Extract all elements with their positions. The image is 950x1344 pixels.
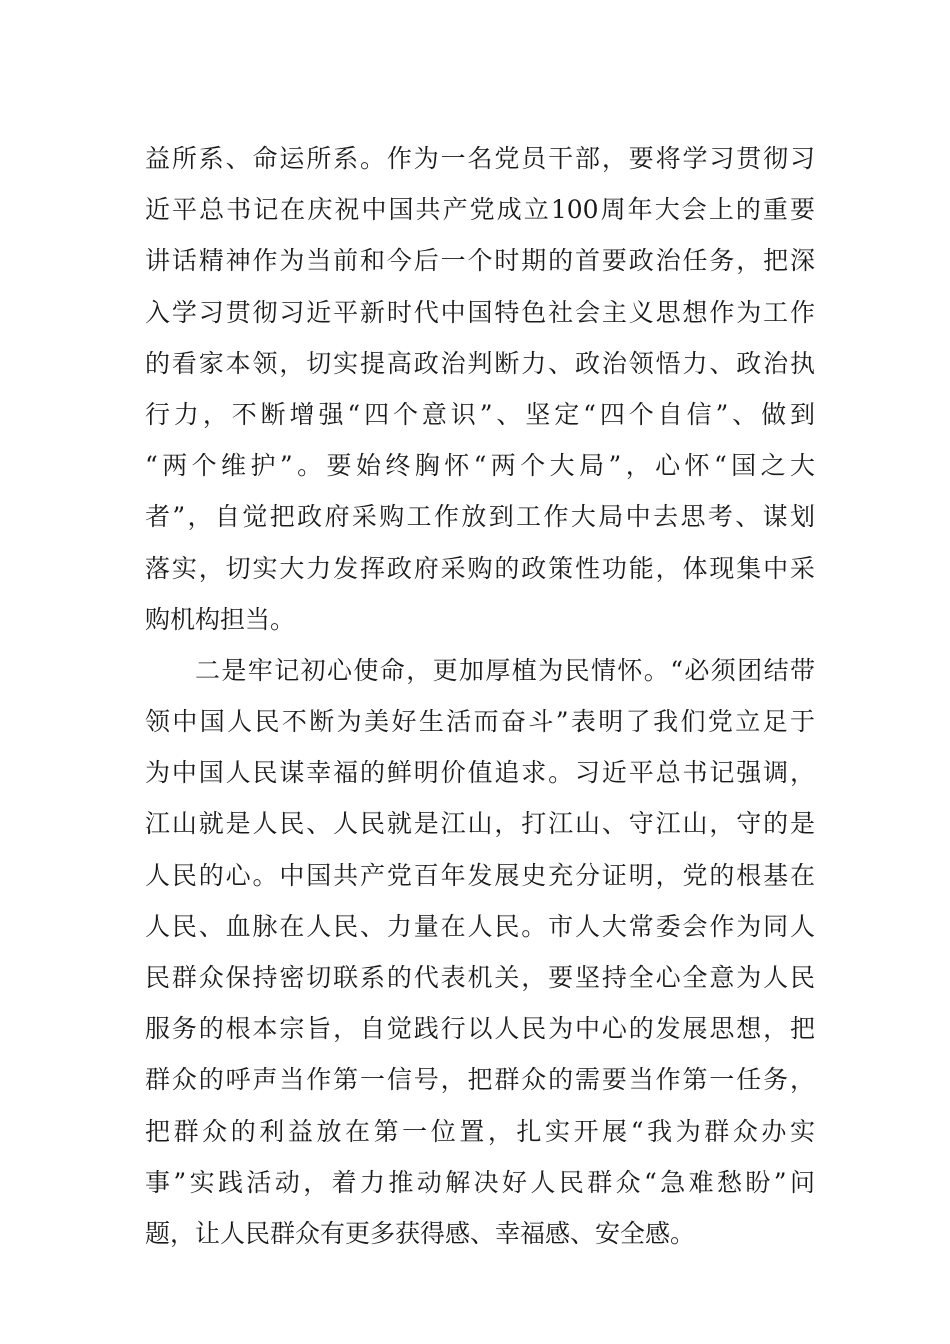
text-line: “两个维护”。要始终胸怀“两个大局”，心怀“国之大 xyxy=(145,451,815,481)
text-line: 服务的根本宗旨，自觉践行以人民为中心的发展思想，把 xyxy=(145,1014,815,1044)
paragraph-2 xyxy=(145,645,815,1259)
text-line: 民群众保持密切联系的代表机关，要坚持全心全意为人民 xyxy=(145,963,815,992)
text-line: 为中国人民谋幸福的鲜明价值追求。习近平总书记强调， xyxy=(145,758,815,788)
text-line: 把群众的利益放在第一位置，扎实开展“我为群众办实 xyxy=(145,1116,815,1146)
text-line: 购机构担当。 xyxy=(145,604,296,634)
document-body xyxy=(145,133,815,1259)
text-line: 落实，切实大力发挥政府采购的政策性功能，体现集中采 xyxy=(145,553,815,583)
text-line: 人民的心。中国共产党百年发展史充分证明，党的根基在 xyxy=(145,860,815,890)
text-line: 领中国人民不断为美好生活而奋斗”表明了我们党立足于 xyxy=(145,707,815,737)
text-line: 者”，自觉把政府采购工作放到工作大局中去思考、谋划 xyxy=(145,502,815,532)
paragraph-1 xyxy=(145,133,815,645)
text-line: 题，让人民群众有更多获得感、幸福感、安全感。 xyxy=(145,1218,696,1248)
text-line: 讲话精神作为当前和今后一个时期的首要政治任务，把深 xyxy=(145,246,815,276)
text-line: 事”实践活动，着力推动解决好人民群众“急难愁盼”问 xyxy=(145,1167,815,1197)
text-line: 江山就是人民、人民就是江山，打江山、守江山，守的是 xyxy=(145,809,815,839)
text-line: 二是牢记初心使命，更加厚植为民情怀。“必须团结带 xyxy=(195,655,815,685)
text-line: 人民、血脉在人民、力量在人民。市人大常委会作为同人 xyxy=(145,911,815,941)
text-line: 行力，不断增强“四个意识”、坚定“四个自信”、做到 xyxy=(145,399,815,429)
text-line: 近平总书记在庆祝中国共产党成立100周年大会上的重要 xyxy=(145,195,815,225)
text-line: 入学习贯彻习近平新时代中国特色社会主义思想作为工作 xyxy=(145,297,815,327)
text-line: 益所系、命运所系。作为一名党员干部，要将学习贯彻习 xyxy=(145,144,815,173)
text-line: 群众的呼声当作第一信号，把群众的需要当作第一任务， xyxy=(145,1065,815,1095)
text-line: 的看家本领，切实提高政治判断力、政治领悟力、政治执 xyxy=(145,348,815,378)
